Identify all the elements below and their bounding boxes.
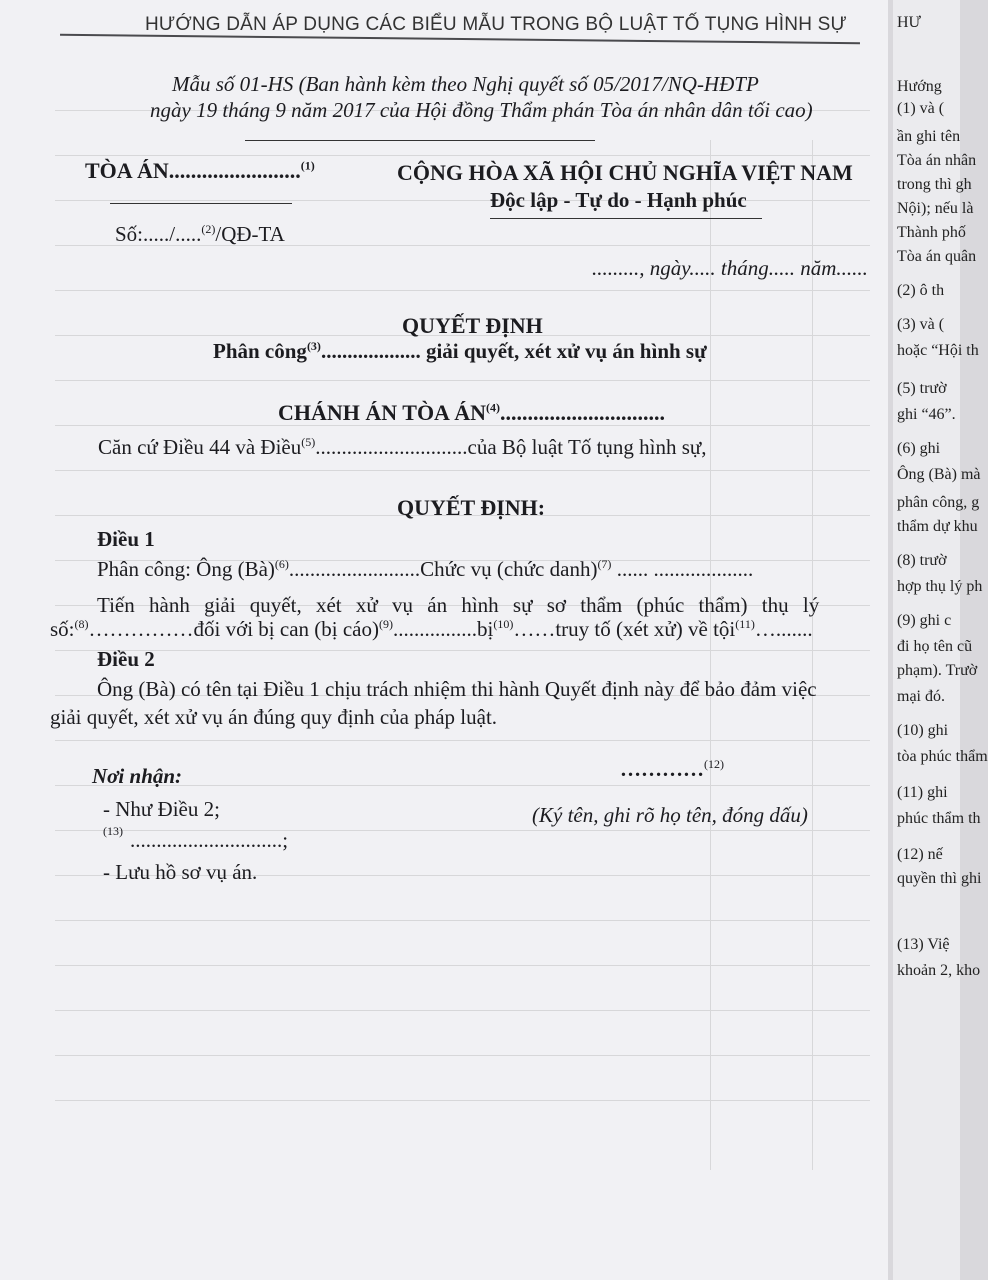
form-reference-line1: Mẫu số 01-HS (Ban hành kèm theo Nghị quyết số 05/2017/NQ-HĐTP (172, 72, 759, 96)
form-reference-line2: ngày 19 tháng 9 năm 2017 của Hội đồng Thẩm phán Tòa án nhân dân tối cao) (150, 98, 813, 122)
adjacent-page-line: mại đó. (897, 688, 945, 705)
adjacent-page-line: Hướng (897, 78, 942, 95)
decision-number: Số:...../.....$^{(2)}$/QĐ-TA (115, 222, 285, 246)
article-1-heading: Điều 1 (97, 527, 155, 551)
adjacent-page-line: (13) Việ (897, 936, 950, 953)
adjacent-page-line: (9) ghi c (897, 612, 952, 629)
adjacent-page-line: Tòa án quân (897, 248, 977, 265)
article-2-line2: giải quyết, xét xử vụ án đúng quy định của pháp luật. (50, 705, 498, 729)
adjacent-page-line: khoản 2, kho (897, 962, 981, 979)
recipient-item-1: - Như Điều 2; (103, 797, 220, 821)
adjacent-page-line: trong thì gh (897, 176, 972, 193)
recipient-item-3: - Lưu hồ sơ vụ án. (103, 860, 258, 884)
adjacent-page-line: Ông (Bà) mà (897, 466, 981, 483)
signature-placeholder: …………$^{(12)}$ (620, 757, 724, 781)
adjacent-page-line: Thành phố (897, 224, 966, 241)
adjacent-page-line: (10) ghi (897, 722, 949, 739)
adjacent-page-line: ần ghi tên (897, 128, 961, 145)
adjacent-page-line: hoặc “Hội th (897, 342, 979, 359)
adjacent-page-line: (12) nế (897, 846, 943, 863)
decision-title: QUYẾT ĐỊNH (402, 313, 543, 338)
adjacent-page-line: HƯ (897, 14, 921, 31)
adjacent-page-line: (1) và ( (897, 100, 945, 117)
adjacent-page-line: ghi “46”. (897, 406, 956, 423)
running-header: HƯỚNG DẪN ÁP DỤNG CÁC BIỂU MẪU TRONG BỘ LUẬT TỐ TỤNG HÌNH SỰ (145, 14, 847, 35)
adjacent-page-line: thẩm dự khu (897, 518, 978, 535)
court-underline (110, 203, 292, 204)
motto-underline (490, 218, 762, 219)
adjacent-page-line: đi họ tên cũ (897, 638, 973, 655)
adjacent-page-line: quyền thì ghi (897, 870, 982, 887)
decision-subtitle: Phân công$^{(3)}$................... giải quyết, xét xử vụ án hình sự (213, 339, 707, 363)
national-title: CỘNG HÒA XÃ HỘI CHỦ NGHĨA VIỆT NAM (397, 160, 853, 185)
signature-instruction: (Ký tên, ghi rõ họ tên, đóng dấu) (532, 803, 808, 827)
recipient-item-2-sup: (13) (103, 824, 123, 838)
recipient-item-2: .............................; (130, 828, 289, 852)
adjacent-page-line: (11) ghi (897, 784, 948, 801)
adjacent-page-line: hợp thụ lý ph (897, 578, 983, 595)
court-name: TÒA ÁN........................$^{(1)}$ (85, 158, 315, 183)
recipients-label: Nơi nhận: (92, 764, 183, 788)
place-date: ........., ngày..... tháng..... năm...... (592, 256, 868, 280)
article-1-assignment: Phân công: Ông (Bà)$^{(6)}$.........................Chức vụ (chức danh)$^{(7)}$ ...... ................... (97, 557, 754, 581)
authority-heading: CHÁNH ÁN TÒA ÁN$^{(4)}$.............................. (278, 400, 666, 425)
adjacent-page-line: phúc thẩm th (897, 810, 981, 827)
article-2-line1: Ông (Bà) có tên tại Điều 1 chịu trách nhiệm thi hành Quyết định này để bảo đảm việc (97, 677, 817, 701)
adjacent-page-edge (893, 0, 988, 1280)
legal-basis: Căn cứ Điều 44 và Điều$^{(5)}$.............................của Bộ luật Tố tụng hình sự, (98, 435, 707, 459)
decide-heading: QUYẾT ĐỊNH: (397, 495, 546, 520)
article-2-heading: Điều 2 (97, 647, 155, 671)
adjacent-page-line: phạm). Trườ (897, 662, 978, 679)
adjacent-page-line: (2) ô th (897, 282, 945, 299)
adjacent-page-line: (6) ghi (897, 440, 941, 457)
adjacent-page-line: Tòa án nhân (897, 152, 977, 169)
reference-underline (245, 140, 595, 141)
adjacent-page-line: phân công, g (897, 494, 980, 511)
adjacent-page-line: tòa phúc thẩm (897, 748, 988, 765)
article-1-case-details: số:$^{(8)}$……………đối với bị can (bị cáo)$^{(9)}$................bị$^{(10)}$……truy tố (xét xử) về tội$^{(11)}$…....... (50, 617, 813, 641)
adjacent-page-line: (3) và ( (897, 316, 945, 333)
article-1-scope: Tiến hành giải quyết, xét xử vụ án hình sự sơ thẩm (phúc thẩm) thụ lý (97, 593, 820, 617)
adjacent-page-line: Nội); nếu là (897, 200, 974, 217)
national-motto: Độc lập - Tự do - Hạnh phúc (490, 188, 747, 212)
adjacent-page-line: (5) trườ (897, 380, 947, 397)
adjacent-page-line: (8) trườ (897, 552, 947, 569)
